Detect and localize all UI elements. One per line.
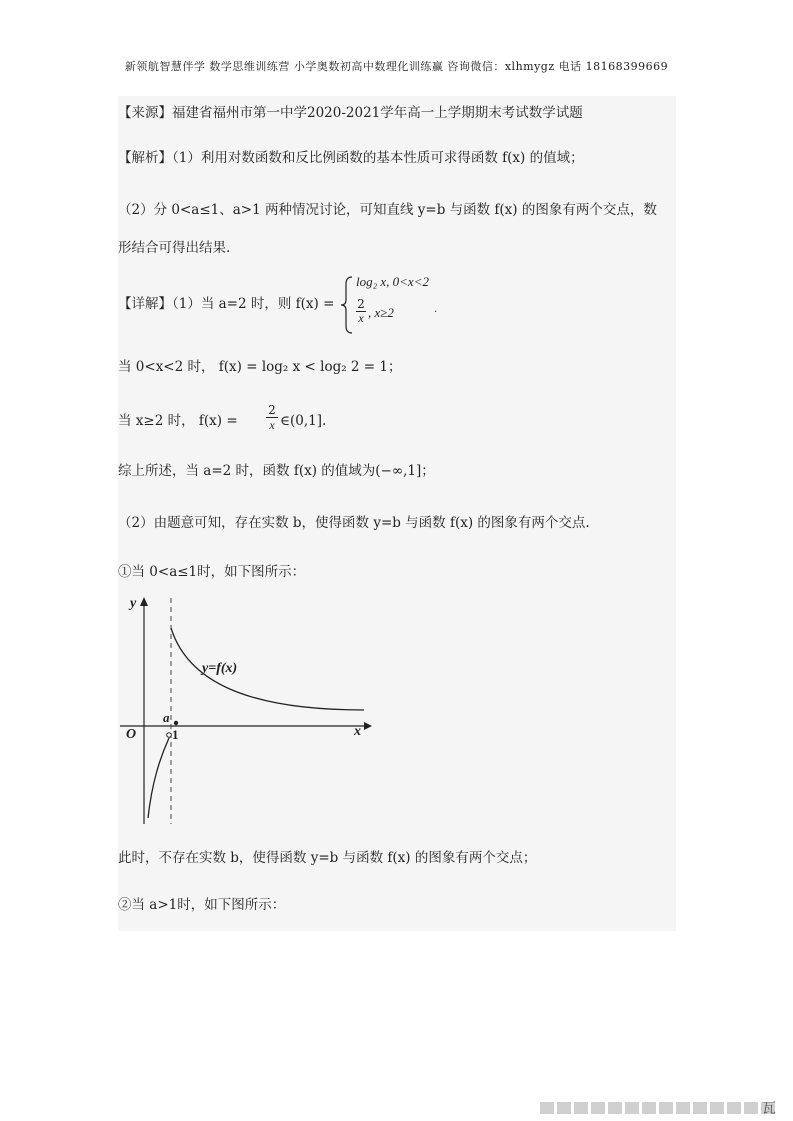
- detail-prefix: 【详解】（1）当 a=2 时，则 f(x) =: [118, 296, 335, 312]
- case-circle-1-line: ①当 0<a≤1时，如下图所示：: [118, 564, 306, 580]
- a-label: a: [163, 710, 170, 725]
- case-2-suffix: ∈(0,1].: [280, 413, 327, 429]
- curve-right-branch: [171, 628, 364, 710]
- y-axis-label: y: [130, 596, 137, 611]
- analysis-line-2b: 形结合可得出结果.: [118, 240, 231, 256]
- piece-2-condition: , x≥2: [368, 305, 394, 320]
- source-line: 【来源】福建省福州市第一中学2020-2021学年高一上学期期末考试数学试题: [118, 105, 583, 121]
- piece-1: log₂ x, 0<x<2: [356, 274, 429, 289]
- case-2-fraction: [266, 403, 278, 432]
- case-2-denominator: x: [269, 418, 275, 432]
- piece-2-numerator: 2: [357, 297, 365, 311]
- after-graph-line: 此时，不存在实数 b，使得函数 y=b 与函数 f(x) 的图象有两个交点；: [118, 850, 537, 866]
- y-axis-arrow-icon: [140, 597, 148, 606]
- piece-2-denominator: x: [358, 311, 364, 325]
- summary-line: 综上所述，当 a=2 时，函数 f(x) 的值域为(−∞,1]；: [118, 463, 435, 479]
- part-2-line: （2）由题意可知，存在实数 b，使得函数 y=b 与函数 f(x) 的图象有两个交点.: [118, 515, 590, 531]
- case-2-numerator: 2: [268, 403, 276, 417]
- one-label: 1: [172, 727, 179, 742]
- point-one-icon: [174, 721, 178, 725]
- analysis-line-1: 【解析】（1）利用对数函数和反比例函数的基本性质可求得函数 f(x) 的值域；: [118, 150, 584, 166]
- curve-label: y=f(x): [202, 661, 238, 676]
- case-1-line: 当 0<x<2 时， f(x) = log₂ x < log₂ 2 = 1；: [118, 359, 402, 375]
- origin-label: O: [126, 727, 137, 742]
- analysis-line-2a: （2）分 0<a≤1、a>1 两种情况讨论，可知直线 y=b 与函数 f(x) 的图象有两个交点，数: [118, 202, 657, 218]
- case-2-prefix: 当 x≥2 时， f(x) =: [118, 413, 238, 429]
- piecewise-function: [340, 274, 460, 334]
- open-point-icon: [167, 733, 172, 738]
- piece-end: .: [434, 304, 438, 315]
- case-circle-2-line: ②当 a>1时，如下图所示：: [118, 897, 286, 913]
- curve-left-branch: [148, 738, 169, 818]
- bottom-progress-strip: [540, 1102, 778, 1114]
- left-brace-icon: [340, 276, 354, 334]
- x-axis-arrow-icon: [364, 722, 372, 730]
- footer-end-glyph: 瓦: [762, 1101, 776, 1117]
- solution-panel: [118, 96, 676, 931]
- page-header: 新领航智慧伴学 数学思维训练营 小学奥数初高中数理化训练赢 咨询微信：xlhmygz 电话 18168399669: [124, 60, 669, 73]
- function-graph: [118, 592, 378, 828]
- piece-2-fraction: [356, 298, 366, 325]
- x-axis-label: x: [354, 724, 361, 739]
